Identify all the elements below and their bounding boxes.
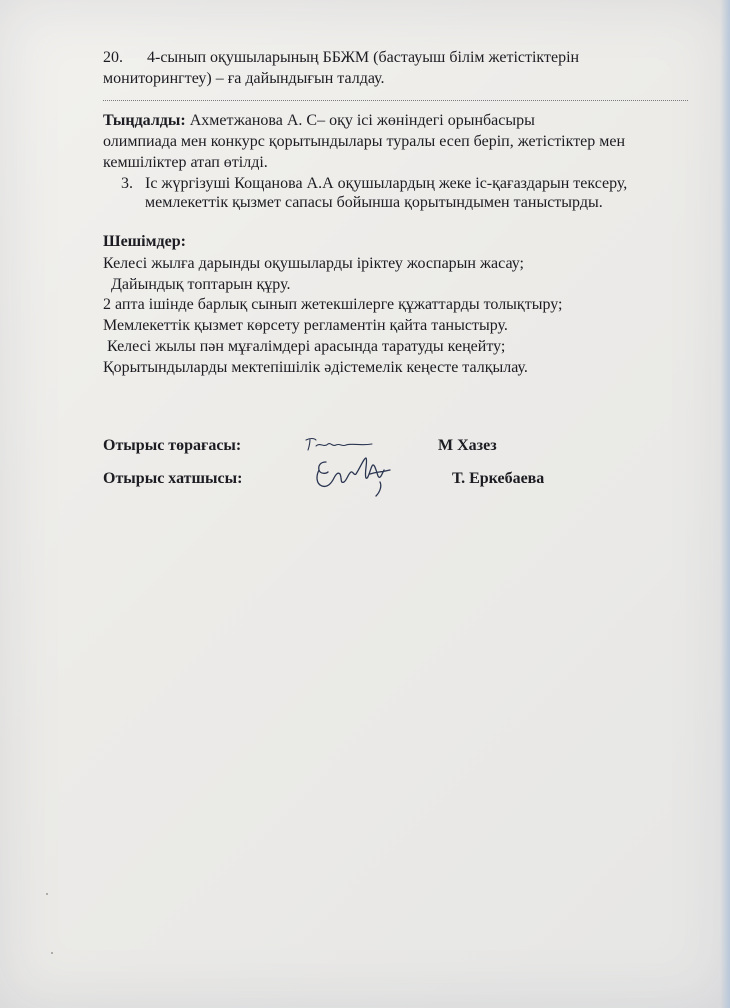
secretary-signature	[310, 452, 396, 498]
heard-line-1	[103, 110, 535, 131]
item-3-line-2: мемлекеттік қызмет сапасы бойынша қорытындымен таныстырды.	[145, 194, 603, 211]
heard-line-2: олимпиада мен конкурс қорытындылары туралы есеп беріп, жетістіктер мен	[103, 133, 626, 150]
heard-text: Ахметжанова А. С– оқу ісі жөніндегі орынбасыры	[185, 112, 535, 129]
heard-label: Тыңдалды:	[103, 112, 186, 129]
decision-item: Келесі жылға дарынды оқушыларды іріктеу жоспарын жасау;	[103, 255, 524, 272]
agenda-item-text: 4-сынып оқушыларының ББЖМ (бастауыш білім жетістіктерін	[147, 49, 580, 66]
item-3-line-1	[121, 173, 627, 194]
heard-line-3: кемшіліктер атап өтілді.	[103, 154, 268, 171]
agenda-item-line-1	[103, 47, 579, 68]
paper-speck	[51, 952, 53, 954]
section-divider	[103, 100, 688, 101]
decision-item: Мемлекеттік қызмет көрсету регламентін қайта таныстыру.	[103, 317, 508, 334]
decision-item: Келесі жылы пән мұғалімдері арасында таратуды кеңейту;	[103, 338, 506, 355]
agenda-item-number: 20.	[103, 49, 123, 66]
item-3-number: 3.	[121, 175, 133, 192]
secretary-name: Т. Еркебаева	[452, 470, 545, 487]
paper-speck	[46, 893, 48, 895]
item-3-text: Іс жүргізуші Кощанова А.А оқушылардың жеке іс-қағаздарын тексеру,	[145, 175, 628, 192]
decision-item: 2 апта ішінде барлық сынып жетекшілерге құжаттарды толықтыру;	[103, 296, 563, 313]
decision-item: Дайындық топтарын құру.	[103, 276, 291, 293]
agenda-item-line-2: мониторингтеу) – ға дайындығын талдау.	[103, 70, 385, 87]
decisions-heading: Шешімдер:	[103, 233, 186, 250]
decision-item: Қорытындыларды мектепішілік әдістемелік кеңесте талқылау.	[103, 359, 528, 376]
secretary-label: Отырыс хатшысы:	[103, 470, 243, 487]
page-edge-shadow	[720, 0, 730, 1008]
chair-name: М Хазез	[438, 437, 497, 454]
chair-label: Отырыс төрағасы:	[103, 437, 242, 454]
